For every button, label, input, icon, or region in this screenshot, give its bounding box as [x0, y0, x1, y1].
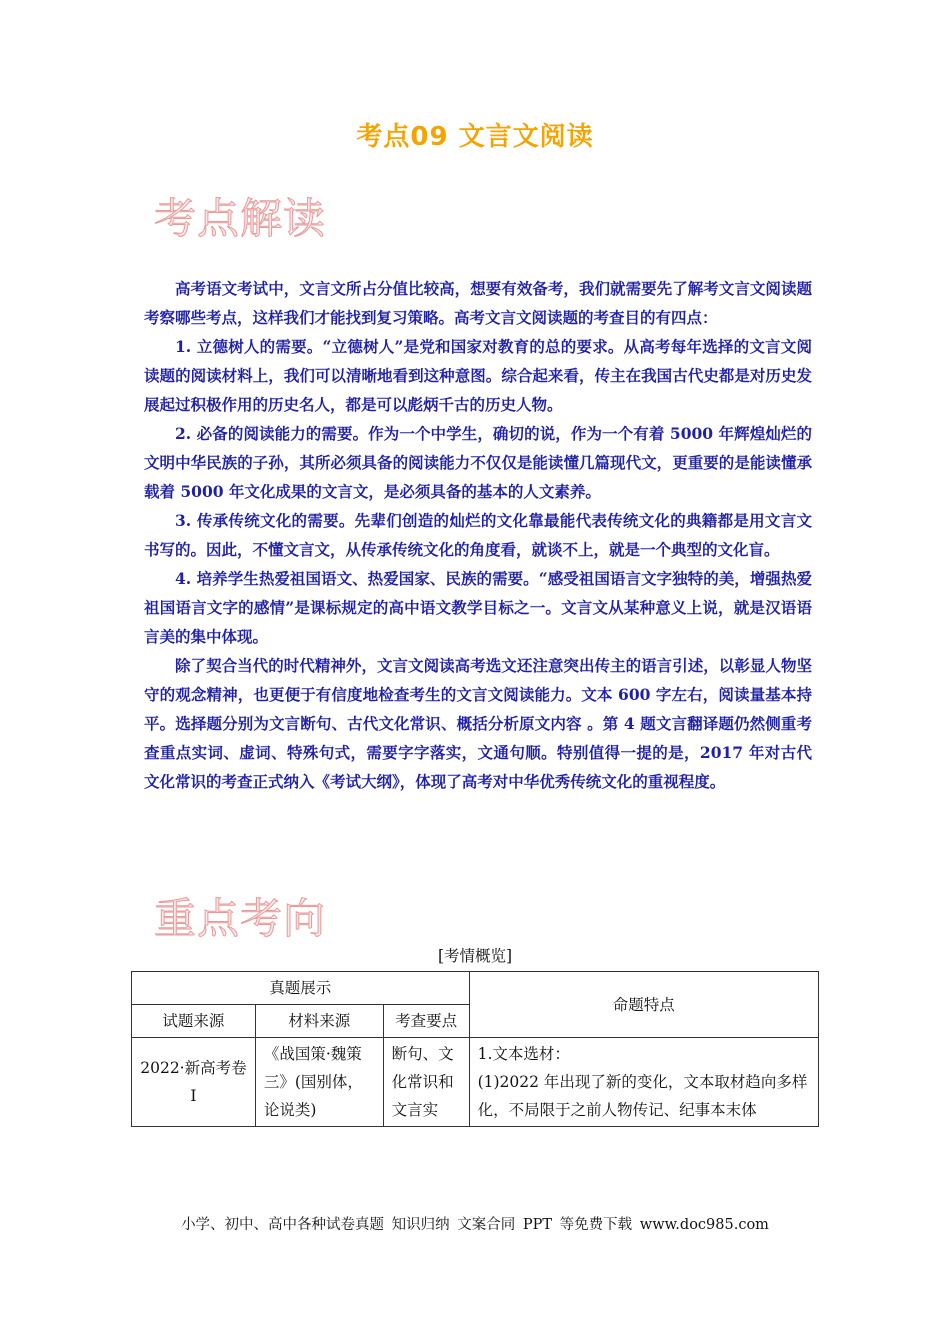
column-header-source: 试题来源	[132, 1005, 256, 1038]
cell-features: 1.文本选材： (1)2022 年出现了新的变化，文本取材趋向多样化，不局限于之前人物传记、纪事本末体	[469, 1038, 818, 1127]
table-row	[132, 1038, 819, 1127]
paragraph-summary: 除了契合当代的时代精神外，文言文阅读高考选文还注意突出传主的语言引述，以彰显人物坚守的观念精神，也更便于有信度地检查考生的文言文阅读能力。文本 600 字左右，阅读量基本持平。选择题分别为文言断句、古代文化常识、概括分析原文内容 。第 4 题文言翻译题仍然侧重考查重点实词、虚词、特殊句式，需要字字落实，文通句顺。特别值得一提的是，2017 年对古代文化常识的考查正式纳入《考试大纲》，体现了高考对中华优秀传统文化的重视程度。	[144, 656, 812, 791]
paragraph-intro: 高考语文考试中，文言文所占分值比较高，想要有效备考，我们就需要先了解考文言文阅读题考察哪些考点，这样我们才能找到复习策略。高考文言文阅读题的考查目的有四点：	[144, 279, 812, 327]
paragraph-point-1: 1. 立德树人的需要。“立德树人”是党和国家对教育的总的要求。从高考每年选择的文言文阅读题的阅读材料上，我们可以清晰地看到这种意图。综合起来看，传主在我国古代史都是对历史发展起过积极作用的历史名人，都是可以彪炳千古的历史人物。	[144, 337, 812, 414]
page-title: 考点09 文言文阅读	[356, 122, 594, 152]
group-header-cell: 真题展示	[132, 972, 470, 1005]
table-header-row	[132, 972, 819, 1005]
column-header-points: 考查要点	[383, 1005, 469, 1038]
exam-overview-table	[131, 971, 819, 1127]
table-caption: [考情概览]	[437, 947, 513, 965]
cell-points: 断句、文化常识和文言实	[383, 1038, 469, 1127]
section-banner-focus: 重点考向	[154, 894, 327, 943]
page-footer: 小学、初中、高中各种试卷真题 知识归纳 文案合同 PPT 等免费下载 www.doc985.com	[181, 1217, 769, 1233]
section-banner-interpretation: 考点解读	[154, 194, 327, 243]
cell-material: 《战国策·魏策三》(国别体，论说类)	[255, 1038, 383, 1127]
column-header-material: 材料来源	[255, 1005, 383, 1038]
paragraph-point-3: 3. 传承传统文化的需要。先辈们创造的灿烂的文化靠最能代表传统文化的典籍都是用文言文书写的。因此，不懂文言文，从传承传统文化的角度看，就谈不上，就是一个典型的文化盲。	[144, 511, 812, 559]
cell-source: 2022·新高考卷Ⅰ	[132, 1038, 256, 1127]
body-text	[144, 274, 812, 796]
feature-header-cell: 命题特点	[469, 972, 818, 1038]
paragraph-point-4: 4. 培养学生热爱祖国语文、热爱国家、民族的需要。“感受祖国语言文字独特的美，增强热爱祖国语言文字的感情”是课标规定的高中语文教学目标之一。文言文从某种意义上说，就是汉语语言美的集中体现。	[144, 569, 812, 646]
paragraph-point-2: 2. 必备的阅读能力的需要。作为一个中学生，确切的说，作为一个有着 5000 年辉煌灿烂的文明中华民族的子孙，其所必须具备的阅读能力不仅仅是能读懂几篇现代文，更重要的是能读懂承载着 5000 年文化成果的文言文，是必须具备的基本的人文素养。	[144, 424, 812, 501]
